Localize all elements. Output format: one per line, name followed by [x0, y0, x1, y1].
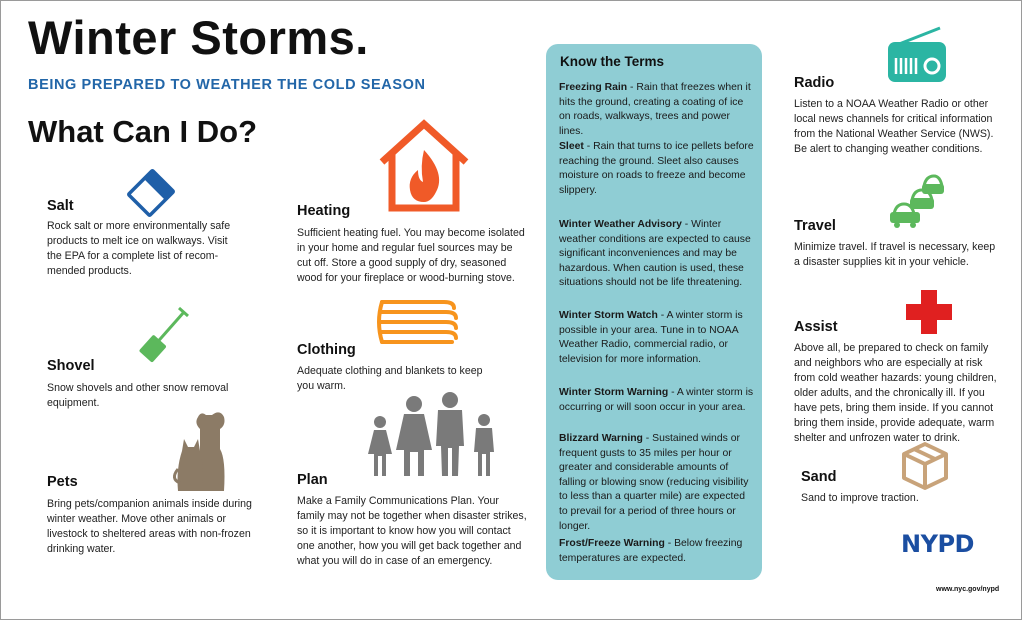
term-name: Blizzard Warning [559, 433, 643, 444]
shovel-heading: Shovel [47, 358, 95, 374]
heating-house-icon [376, 120, 472, 212]
page-subtitle: BEING PREPARED TO WEATHER THE COLD SEASON [28, 77, 426, 93]
pets-icon [176, 409, 228, 493]
term-item [559, 81, 755, 139]
cars-icon [888, 172, 944, 228]
blankets-icon [374, 292, 460, 348]
term-name: Freezing Rain [559, 82, 628, 93]
term-definition: - Sustained winds or frequent gusts to 35 miles per hour or greater and considerable amounts of falling or blowing snow (reducing visibility to less than a quarter mile) are expected to prevail for a period of three hours or longer. [559, 433, 749, 532]
radio-heading: Radio [794, 75, 835, 91]
first-aid-cross-icon [906, 290, 952, 334]
plan-body: Make a Family Communications Plan. Your family may not be together when disaster strikes, so it is important to know how you will contact one another, how you will get back together and what you will do in case of an emergency. [297, 495, 527, 567]
term-definition: - A winter storm is possible in your area. Tune in to NOAA Weather Radio, commercial radio, or television for more information. [559, 310, 743, 365]
clothing-body: Adequate clothing and blankets to keep you warm. [297, 365, 483, 392]
term-definition: - Winter weather conditions are expected to cause significant inconveniences and may be hazardous. When caution is used, these situations should not be life threatening. [559, 219, 751, 289]
term-item [559, 140, 755, 198]
term-item [559, 309, 755, 367]
term-name: Sleet [559, 141, 584, 152]
term-name: Winter Weather Advisory [559, 219, 682, 230]
term-item [559, 386, 755, 415]
sand-heading: Sand [801, 469, 837, 485]
footer-url[interactable]: www.nyc.gov/nypd [936, 586, 1000, 593]
nypd-logo: NYPD [901, 530, 974, 558]
plan-heading: Plan [297, 472, 328, 488]
pets-body: Bring pets/companion animals inside during winter weather. Move other animals or livestock to sheltered areas with non-frozen drinking water. [47, 498, 252, 555]
term-definition: - Below freezing temperatures are expected. [559, 538, 743, 564]
term-item [559, 537, 755, 566]
radio-icon [886, 24, 948, 86]
radio-body: Listen to a NOAA Weather Radio or other local news channels for critical information from the National Weather Service (NWS). Be alert to changing weather conditions. [794, 98, 994, 155]
assist-heading: Assist [794, 319, 838, 335]
term-definition: - Rain that freezes when it hits the ground, creating a coating of ice on roads, walkways, trees and power lines. [559, 82, 751, 137]
travel-heading: Travel [794, 218, 836, 234]
pets-heading: Pets [47, 474, 78, 490]
shovel-icon [132, 306, 192, 366]
assist-body: Above all, be prepared to check on family and neighbors who are especially at risk from cold weather hazards: young children, older adults, and the chronically ill. If you have pets, bring them inside. If you cannot bring them inside, provide adequate, warm shelter and unfrozen water to drink. [794, 342, 997, 444]
term-name: Winter Storm Warning [559, 387, 669, 398]
salt-icon [128, 170, 174, 216]
term-definition: - A winter storm is occurring or will soon occur in your area. [559, 387, 754, 413]
travel-body: Minimize travel. If travel is necessary, keep a disaster supplies kit in your vehicle. [794, 241, 996, 268]
section-heading: What Can I Do? [28, 114, 258, 149]
family-icon [366, 392, 498, 482]
shovel-body: Snow shovels and other snow removal equipment. [47, 382, 229, 409]
sand-box-icon [902, 442, 948, 490]
salt-body: Rock salt or more environmentally safe products to melt ice on walkways. Visit the EPA for a complete list of recom-mended products. [47, 220, 231, 277]
term-definition: - Rain that turns to ice pellets before reaching the ground. Sleet also causes moisture on roads to freeze and become slippery. [559, 141, 754, 196]
page-title: Winter Storms. [28, 11, 369, 64]
salt-heading: Salt [47, 198, 74, 214]
heating-body: Sufficient heating fuel. You may become isolated in your home and regular fuel sources may be cut off. Store a good supply of dry, seasoned wood for your fireplace or wood-burning stove. [297, 227, 525, 284]
term-name: Frost/Freeze Warning [559, 538, 665, 549]
term-name: Winter Storm Watch [559, 310, 658, 321]
sand-body: Sand to improve traction. [801, 492, 919, 504]
heating-heading: Heating [297, 203, 351, 219]
term-item [559, 218, 755, 291]
terms-title: Know the Terms [560, 54, 665, 69]
clothing-heading: Clothing [297, 342, 356, 358]
term-item [559, 432, 755, 534]
